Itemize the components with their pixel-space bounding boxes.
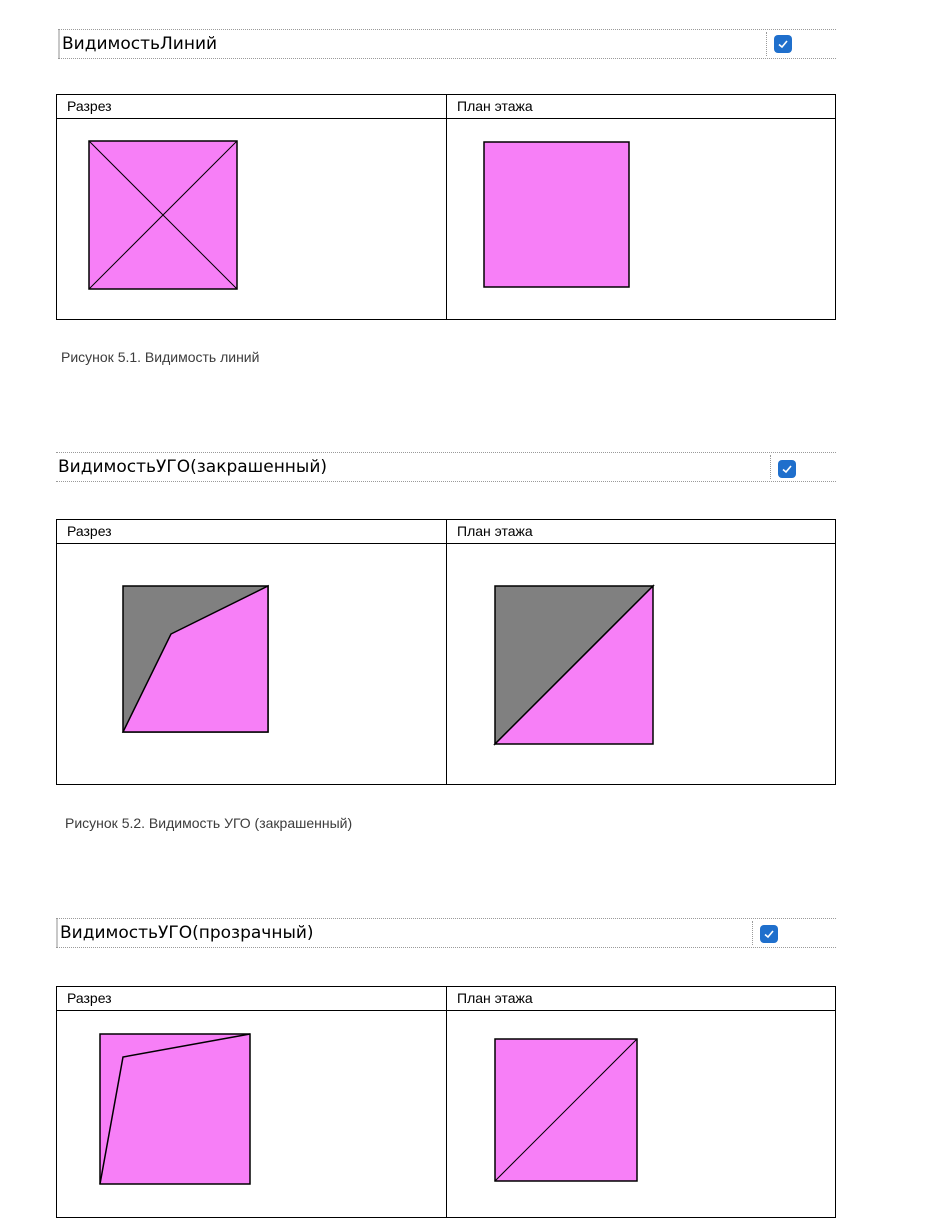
line-visibility-checkbox[interactable] [774, 35, 792, 53]
column-header-section: Разрез [67, 523, 112, 539]
column-header-floor-plan: План этажа [457, 98, 533, 114]
figure-table-3 [56, 986, 836, 1218]
param-row-line-visibility [58, 29, 836, 59]
checkmark-icon [781, 463, 793, 475]
floor-plan-drawing [447, 1011, 835, 1217]
figure-caption: Рисунок 5.1. Видимость линий [61, 349, 260, 365]
checkmark-icon [777, 38, 789, 50]
floor-plan-drawing [447, 119, 835, 319]
row-left-border [56, 919, 58, 947]
symbol-filled-checkbox[interactable] [778, 460, 796, 478]
param-name: ВидимостьУГО(закрашенный) [58, 457, 328, 477]
section-view-drawing [57, 544, 446, 784]
column-header-floor-plan: План этажа [457, 523, 533, 539]
section-view-drawing [57, 1011, 446, 1217]
column-separator [752, 921, 754, 945]
param-row-symbol-filled [56, 452, 836, 482]
figure-table-1 [56, 94, 836, 320]
param-row-symbol-transparent [56, 918, 836, 948]
figure-table-2 [56, 519, 836, 785]
column-header-floor-plan: План этажа [457, 990, 533, 1006]
column-header-section: Разрез [67, 98, 112, 114]
param-name: ВидимостьЛиний [62, 34, 218, 54]
floor-plan-drawing [447, 544, 835, 784]
param-name: ВидимостьУГО(прозрачный) [60, 923, 314, 943]
symbol-transparent-checkbox[interactable] [760, 925, 778, 943]
column-separator [766, 32, 768, 56]
section-view-drawing [57, 119, 446, 319]
figure-caption: Рисунок 5.2. Видимость УГО (закрашенный) [65, 815, 353, 831]
checkmark-icon [763, 928, 775, 940]
row-left-border [58, 30, 60, 58]
column-header-section: Разрез [67, 990, 112, 1006]
column-separator [770, 455, 772, 479]
